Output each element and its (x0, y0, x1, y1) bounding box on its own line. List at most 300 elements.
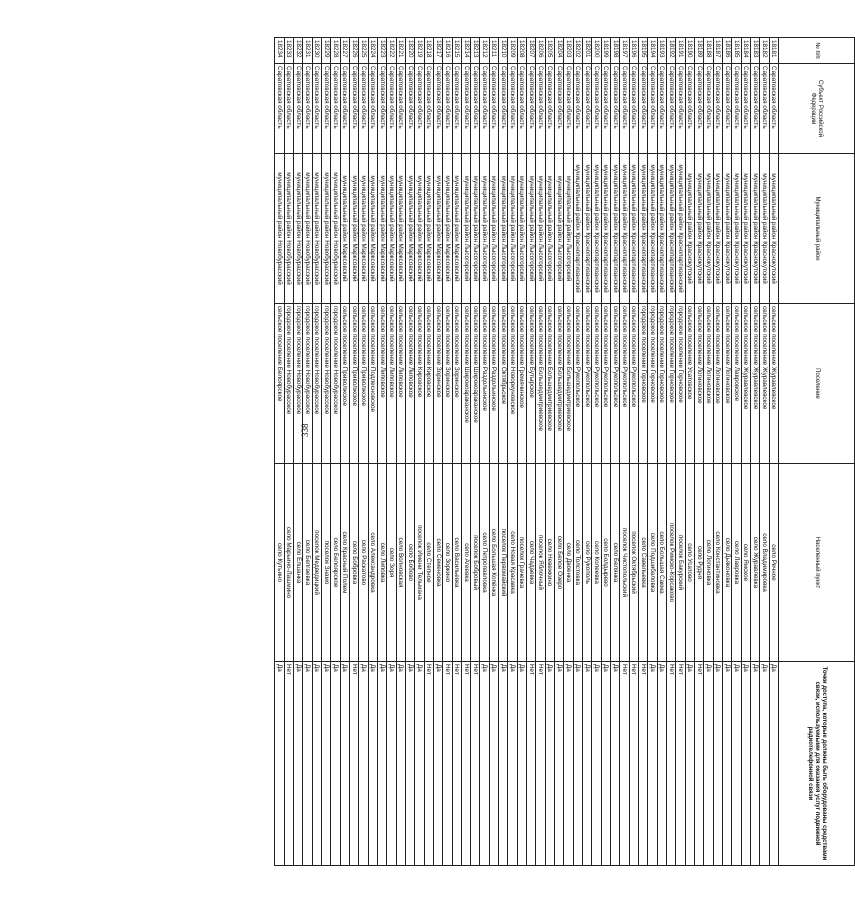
table-row (564, 38, 573, 866)
row-number: 18182 (760, 38, 769, 64)
row-number: 18188 (704, 38, 713, 64)
row-number: 18197 (620, 38, 629, 64)
settlement-cell: сельское поселение Липовское (377, 304, 386, 464)
table-row (545, 38, 554, 866)
district-cell: муниципальный район Новобурасский (293, 154, 302, 304)
subject-cell: Саратовская область (555, 64, 564, 154)
subject-cell: Саратовская область (648, 64, 657, 154)
locality-cell: село Белоярское (331, 464, 340, 662)
settlement-cell: сельское поселение Рукопольское (629, 304, 638, 464)
table-row (592, 38, 601, 866)
access-point-cell: Да (751, 662, 760, 866)
subject-cell: Саратовская область (583, 64, 592, 154)
subject-cell: Саратовская область (359, 64, 368, 154)
subject-cell: Саратовская область (695, 64, 704, 154)
row-number: 18216 (443, 38, 452, 64)
district-cell: муниципальный район Краснопартизанский (601, 154, 610, 304)
settlement-cell: сельское поселение Большедмитриевское (536, 304, 545, 464)
page-number: 338 (300, 423, 310, 437)
row-number: 18221 (396, 38, 405, 64)
row-number: 18222 (387, 38, 396, 64)
row-number: 18186 (723, 38, 732, 64)
row-number: 18215 (452, 38, 461, 64)
row-number: 18190 (685, 38, 694, 64)
subject-cell: Саратовская область (667, 64, 676, 154)
access-point-cell: Нет (676, 662, 685, 866)
settlement-cell: сельское поселение Липовское (405, 304, 414, 464)
subject-cell: Саратовская область (321, 64, 330, 154)
subject-cell: Саратовская область (508, 64, 517, 154)
table-row (657, 38, 666, 866)
row-number: 18219 (415, 38, 424, 64)
district-cell: муниципальный район Лысогорский (499, 154, 508, 304)
settlement-cell: сельское поселение Рукопольское (583, 304, 592, 464)
row-number: 18181 (769, 38, 778, 64)
locality-cell: село Лавровка (732, 464, 741, 662)
district-cell: муниципальный район Марксовский (405, 154, 414, 304)
locality-cell: село Петропавловка (480, 464, 489, 662)
district-cell: муниципальный район Марксовский (359, 154, 368, 304)
district-cell: муниципальный район Краснопартизанский (620, 154, 629, 304)
locality-cell: село Белянка (611, 464, 620, 662)
subject-cell: Саратовская область (592, 64, 601, 154)
access-point-cell: Да (545, 662, 554, 866)
settlement-cell: сельское поселение Липовское (387, 304, 396, 464)
subject-cell: Саратовская область (741, 64, 750, 154)
settlement-cell: сельское поселение Приволжское (349, 304, 358, 464)
district-cell: муниципальный район Марксовский (452, 154, 461, 304)
locality-cell: село Дьяконовка (723, 464, 732, 662)
locality-cell: поселок Имени Тельмана (415, 464, 424, 662)
locality-cell: село Агеевка (461, 464, 470, 662)
district-cell: муниципальный район Марксовский (377, 154, 386, 304)
locality-cell: село Волновская (396, 464, 405, 662)
settlement-cell: сельское поселение Рукопольское (620, 304, 629, 464)
locality-cell: село Рукополь (583, 464, 592, 662)
table-row (303, 38, 312, 866)
access-point-cell: Да (713, 662, 722, 866)
subject-cell: Саратовская область (415, 64, 424, 154)
access-point-cell: Да (433, 662, 442, 866)
district-cell: муниципальный район Краснопартизанский (676, 154, 685, 304)
district-cell: муниципальный район Краснокутский (685, 154, 694, 304)
access-point-cell: Да (601, 662, 610, 866)
table-row (471, 38, 480, 866)
table-header-row (779, 38, 855, 866)
access-point-cell: Нет (629, 662, 638, 866)
access-point-cell: Да (377, 662, 386, 866)
row-number: 18205 (545, 38, 554, 64)
access-point-cell: Да (723, 662, 732, 866)
table-row (340, 38, 349, 866)
subject-cell: Саратовская область (751, 64, 760, 154)
settlement-cell: сельское поселение Рукопольское (592, 304, 601, 464)
subject-cell: Саратовская область (433, 64, 442, 154)
table-row (508, 38, 517, 866)
district-cell: муниципальный район Краснопартизанский (639, 154, 648, 304)
locality-cell: село Красный Полем (340, 464, 349, 662)
table-row (284, 38, 293, 866)
locality-cell: село Рудня (695, 464, 704, 662)
subject-cell: Саратовская область (293, 64, 302, 154)
access-point-cell: Нет (284, 662, 293, 866)
locality-cell: поселок Чистопольский (620, 464, 629, 662)
table-row (601, 38, 610, 866)
settlement-cell: городское поселение Новобурасское (284, 304, 293, 464)
district-cell: муниципальный район Марксовский (443, 154, 452, 304)
access-point-cell: Да (508, 662, 517, 866)
header-access-point: Точки доступа, которые должны быть оборудованы средствами связи, используемыми для оказания услуг подвижной радиотелефонной связи (779, 662, 855, 866)
row-number: 18224 (368, 38, 377, 64)
locality-cell: поселок Бобровый (471, 464, 480, 662)
table-row (527, 38, 536, 866)
row-number: 18183 (751, 38, 760, 64)
settlement-cell: городское поселение Горновское (667, 304, 676, 464)
row-number: 18230 (312, 38, 321, 64)
district-cell: муниципальный район Марксовский (387, 154, 396, 304)
table-row (321, 38, 330, 866)
locality-cell: село Журавлевка (751, 464, 760, 662)
district-cell: муниципальный район Краснокутский (760, 154, 769, 304)
district-cell: муниципальный район Лысогорский (517, 154, 526, 304)
access-point-cell: Да (489, 662, 498, 866)
table-row (396, 38, 405, 866)
locality-cell: село Двоенка (564, 464, 573, 662)
row-number: 18200 (592, 38, 601, 64)
subject-cell: Саратовская область (517, 64, 526, 154)
locality-cell: село Александровка (368, 464, 377, 662)
locality-cell: поселок Яблочный (536, 464, 545, 662)
subject-cell: Саратовская область (471, 64, 480, 154)
row-number: 18229 (321, 38, 330, 64)
district-cell: муниципальный район Марксовский (349, 154, 358, 304)
district-cell: муниципальный район Лысогорский (461, 154, 470, 304)
subject-cell: Саратовская область (275, 64, 285, 154)
access-point-cell: Да (517, 662, 526, 866)
settlement-cell: сельское поселение Рукопольское (573, 304, 582, 464)
subject-cell: Саратовская область (601, 64, 610, 154)
row-number: 18209 (508, 38, 517, 64)
access-point-cell: Да (368, 662, 377, 866)
subject-cell: Саратовская область (312, 64, 321, 154)
locality-cell: поселок Римско-Корсаково (667, 464, 676, 662)
settlement-cell: городское поселение Горновское (676, 304, 685, 464)
settlement-cell: сельское поселение Гремячинское (517, 304, 526, 464)
settlement-cell: сельское поселение Журавлевское (769, 304, 778, 464)
locality-cell: село Константиновка (713, 464, 722, 662)
subject-cell: Саратовская область (452, 64, 461, 154)
settlement-cell: сельское поселение Липовское (396, 304, 405, 464)
subject-cell: Саратовская область (704, 64, 713, 154)
settlement-cell: сельское поселение Большедмитриевское (545, 304, 554, 464)
subject-cell: Саратовская область (769, 64, 778, 154)
access-point-cell: Да (648, 662, 657, 866)
access-point-cell: Нет (620, 662, 629, 866)
subject-cell: Саратовская область (480, 64, 489, 154)
table-row (443, 38, 452, 866)
settlement-cell: сельское поселение Журавлевское (751, 304, 760, 464)
table-row (620, 38, 629, 866)
settlement-cell: сельское поселение Журавлевское (741, 304, 750, 464)
table-row (405, 38, 414, 866)
locality-cell: село Липовка (377, 464, 386, 662)
access-point-cell: Нет (667, 662, 676, 866)
subject-cell: Саратовская область (732, 64, 741, 154)
table-row (275, 38, 285, 866)
subject-cell: Саратовская область (573, 64, 582, 154)
row-number: 18194 (648, 38, 657, 64)
locality-cell: село Елшанка (293, 464, 302, 662)
table-row (387, 38, 396, 866)
row-number: 18199 (601, 38, 610, 64)
row-number: 18193 (657, 38, 666, 64)
subject-cell: Саратовская область (723, 64, 732, 154)
table-row (312, 38, 321, 866)
access-point-cell: Да (340, 662, 349, 866)
settlement-cell: сельское поселение Журавлевское (760, 304, 769, 464)
access-point-cell: Нет (471, 662, 480, 866)
row-number: 18218 (424, 38, 433, 64)
row-number: 18201 (583, 38, 592, 64)
settlement-cell: сельское поселение Большедмитриевское (564, 304, 573, 464)
access-point-cell: Да (293, 662, 302, 866)
district-cell: муниципальный район Марксовский (396, 154, 405, 304)
row-number: 18233 (284, 38, 293, 64)
subject-cell: Саратовская область (499, 64, 508, 154)
access-point-cell: Да (480, 662, 489, 866)
table-row (461, 38, 470, 866)
district-cell: муниципальный район Краснокутский (769, 154, 778, 304)
subject-cell: Саратовская область (405, 64, 414, 154)
locality-cell: село Марьино-Лашмино (284, 464, 293, 662)
row-number: 18206 (536, 38, 545, 64)
subject-cell: Саратовская область (340, 64, 349, 154)
access-point-cell: Нет (536, 662, 545, 866)
access-point-cell: Да (555, 662, 564, 866)
table-row (685, 38, 694, 866)
row-number: 18211 (489, 38, 498, 64)
table-row (293, 38, 302, 866)
table-row (723, 38, 732, 866)
subject-cell: Саратовская область (284, 64, 293, 154)
locality-cell: село Зоря (387, 464, 396, 662)
row-number: 18228 (331, 38, 340, 64)
settlement-cell: сельское поселение Зоринское (452, 304, 461, 464)
locality-cell: село Зоркино (443, 464, 452, 662)
settlement-cell: сельское поселение Лавровское (732, 304, 741, 464)
settlement-cell: городское поселение Новобурасское (321, 304, 330, 464)
locality-cell: село Савельевка (639, 464, 648, 662)
locality-cell: село Чадаевка (527, 464, 536, 662)
settlement-cell: сельское поселение Октябрьское (499, 304, 508, 464)
row-number: 18226 (349, 38, 358, 64)
subject-cell: Саратовская область (611, 64, 620, 154)
district-cell: муниципальный район Марксовский (415, 154, 424, 304)
access-point-cell: Да (275, 662, 285, 866)
access-point-cell: Да (769, 662, 778, 866)
access-point-cell: Да (685, 662, 694, 866)
locality-cell: село Новая Красавка (508, 464, 517, 662)
header-locality: Населенный пункт (779, 464, 855, 662)
settlement-cell: сельское поселение Приволжское (340, 304, 349, 464)
access-point-cell: Да (499, 662, 508, 866)
district-cell: муниципальный район Краснокутский (704, 154, 713, 304)
locality-cell: село Колеевка (592, 464, 601, 662)
district-cell: муниципальный район Краснопартизанский (657, 154, 666, 304)
table-row (769, 38, 778, 866)
locality-cell: село Белгаевка (303, 464, 312, 662)
access-point-cell: Да (303, 662, 312, 866)
locality-cell: село Большая Копёнка (489, 464, 498, 662)
access-point-cell: Нет (461, 662, 470, 866)
district-cell: муниципальный район Новобурасский (321, 154, 330, 304)
subject-cell: Саратовская область (396, 64, 405, 154)
district-cell: муниципальный район Краснокутский (723, 154, 732, 304)
row-number: 18189 (695, 38, 704, 64)
settlement-cell: сельское поселение Приволжское (359, 304, 368, 464)
district-cell: муниципальный район Краснокутский (732, 154, 741, 304)
settlement-cell: городское поселение Новобурасское (303, 304, 312, 464)
table-row (331, 38, 340, 866)
row-number: 18207 (527, 38, 536, 64)
access-point-cell: Нет (639, 662, 648, 866)
locality-cell: село Подшибаловка (648, 464, 657, 662)
table-row (359, 38, 368, 866)
locality-cell: село Невежкино (545, 464, 554, 662)
table-row (676, 38, 685, 866)
access-point-cell: Да (359, 662, 368, 866)
district-cell: муниципальный район Краснопартизанский (629, 154, 638, 304)
settlement-cell: городское поселение Новобурасское (293, 304, 302, 464)
table-row (433, 38, 442, 866)
subject-cell: Саратовская область (331, 64, 340, 154)
locality-cell: село Бобровка (349, 464, 358, 662)
access-point-cell: Да (704, 662, 713, 866)
table-row (349, 38, 358, 866)
access-point-cell: Да (564, 662, 573, 866)
access-point-cell: Да (732, 662, 741, 866)
subject-cell: Саратовская область (629, 64, 638, 154)
locality-cell: село Болдырево (601, 464, 610, 662)
table-row (611, 38, 620, 866)
row-number: 18195 (639, 38, 648, 64)
row-number: 18203 (564, 38, 573, 64)
district-cell: муниципальный район Новобурасский (331, 154, 340, 304)
row-number: 18191 (676, 38, 685, 64)
access-point-cell: Нет (349, 662, 358, 866)
access-point-cell: Да (573, 662, 582, 866)
row-number: 18231 (303, 38, 312, 64)
access-point-cell: Да (387, 662, 396, 866)
row-number: 18185 (732, 38, 741, 64)
district-cell: муниципальный район Марксовский (368, 154, 377, 304)
locality-cell: село Степное (424, 464, 433, 662)
access-point-cell: Да (611, 662, 620, 866)
locality-cell: поселок Грачевка (517, 464, 526, 662)
settlement-cell: городское поселение Горновское (639, 304, 648, 464)
locality-cell: село Белое Озеро (555, 464, 564, 662)
settlement-cell: сельское поселение Рукопольское (601, 304, 610, 464)
subject-cell: Саратовская область (424, 64, 433, 154)
locality-cell: село Владимировка (760, 464, 769, 662)
district-cell: муниципальный район Марксовский (340, 154, 349, 304)
district-cell: муниципальный район Новобурасский (303, 154, 312, 304)
subject-cell: Саратовская область (368, 64, 377, 154)
settlement-cell: сельское поселение Белоярское (275, 304, 285, 464)
row-number: 18227 (340, 38, 349, 64)
district-cell: муниципальный район Краснокутский (751, 154, 760, 304)
table-row (517, 38, 526, 866)
district-cell: муниципальный район Лысогорский (536, 154, 545, 304)
locality-cell: поселок Медведицкий (312, 464, 321, 662)
row-number: 18192 (667, 38, 676, 64)
subject-cell: Саратовская область (527, 64, 536, 154)
settlement-cell: сельское поселение Раздольинское (489, 304, 498, 464)
table-row (648, 38, 657, 866)
subject-cell: Саратовская область (685, 64, 694, 154)
settlement-cell: сельское поселение Бутырское (527, 304, 536, 464)
locality-cell: село Васильевка (452, 464, 461, 662)
locality-cell: село Бобово (405, 464, 414, 662)
row-number: 18223 (377, 38, 386, 64)
table-row (760, 38, 769, 866)
district-cell: муниципальный район Краснопартизанский (648, 154, 657, 304)
settlement-cell: сельское поселение Большедмитриевское (555, 304, 564, 464)
table-row (704, 38, 713, 866)
district-cell: муниципальный район Лысогорский (564, 154, 573, 304)
table-row (629, 38, 638, 866)
row-number: 18204 (555, 38, 564, 64)
district-cell: муниципальный район Лысогорский (527, 154, 536, 304)
table-row (536, 38, 545, 866)
table-body (275, 38, 779, 866)
subject-cell: Саратовская область (639, 64, 648, 154)
row-number: 18225 (359, 38, 368, 64)
district-cell: муниципальный район Лысогорский (545, 154, 554, 304)
locality-cell: село Усатово (685, 464, 694, 662)
table-row (732, 38, 741, 866)
settlement-cell: сельское поселение Кировское (415, 304, 424, 464)
table-row (573, 38, 582, 866)
row-number: 18220 (405, 38, 414, 64)
access-point-cell: Да (396, 662, 405, 866)
table-row (667, 38, 676, 866)
settlement-cell: сельское поселение Логиновское (704, 304, 713, 464)
district-cell: муниципальный район Лысогорский (508, 154, 517, 304)
settlement-cell: сельское поселение Логиновское (695, 304, 704, 464)
locality-cell: село Семеновка (433, 464, 442, 662)
district-cell: муниципальный район Лысогорский (471, 154, 480, 304)
access-point-cell: Нет (527, 662, 536, 866)
access-point-cell: Да (312, 662, 321, 866)
district-cell: муниципальный район Лысогорский (489, 154, 498, 304)
table-row (555, 38, 564, 866)
district-cell: муниципальный район Новобурасский (284, 154, 293, 304)
district-cell: муниципальный район Новобурасский (275, 154, 285, 304)
locality-cell: поселок Бакурский (676, 464, 685, 662)
row-number: 18232 (293, 38, 302, 64)
settlement-cell: сельское поселение Широкоараканское (471, 304, 480, 464)
access-point-cell: Да (592, 662, 601, 866)
subject-cell: Саратовская область (303, 64, 312, 154)
table-row (424, 38, 433, 866)
subject-cell: Саратовская область (377, 64, 386, 154)
settlement-cell: сельское поселение Новоркуновское (508, 304, 517, 464)
access-point-cell: Нет (443, 662, 452, 866)
settlement-cell: сельское поселение Зоринское (443, 304, 452, 464)
table-row (415, 38, 424, 866)
locality-cell: поселок Знамо (321, 464, 330, 662)
